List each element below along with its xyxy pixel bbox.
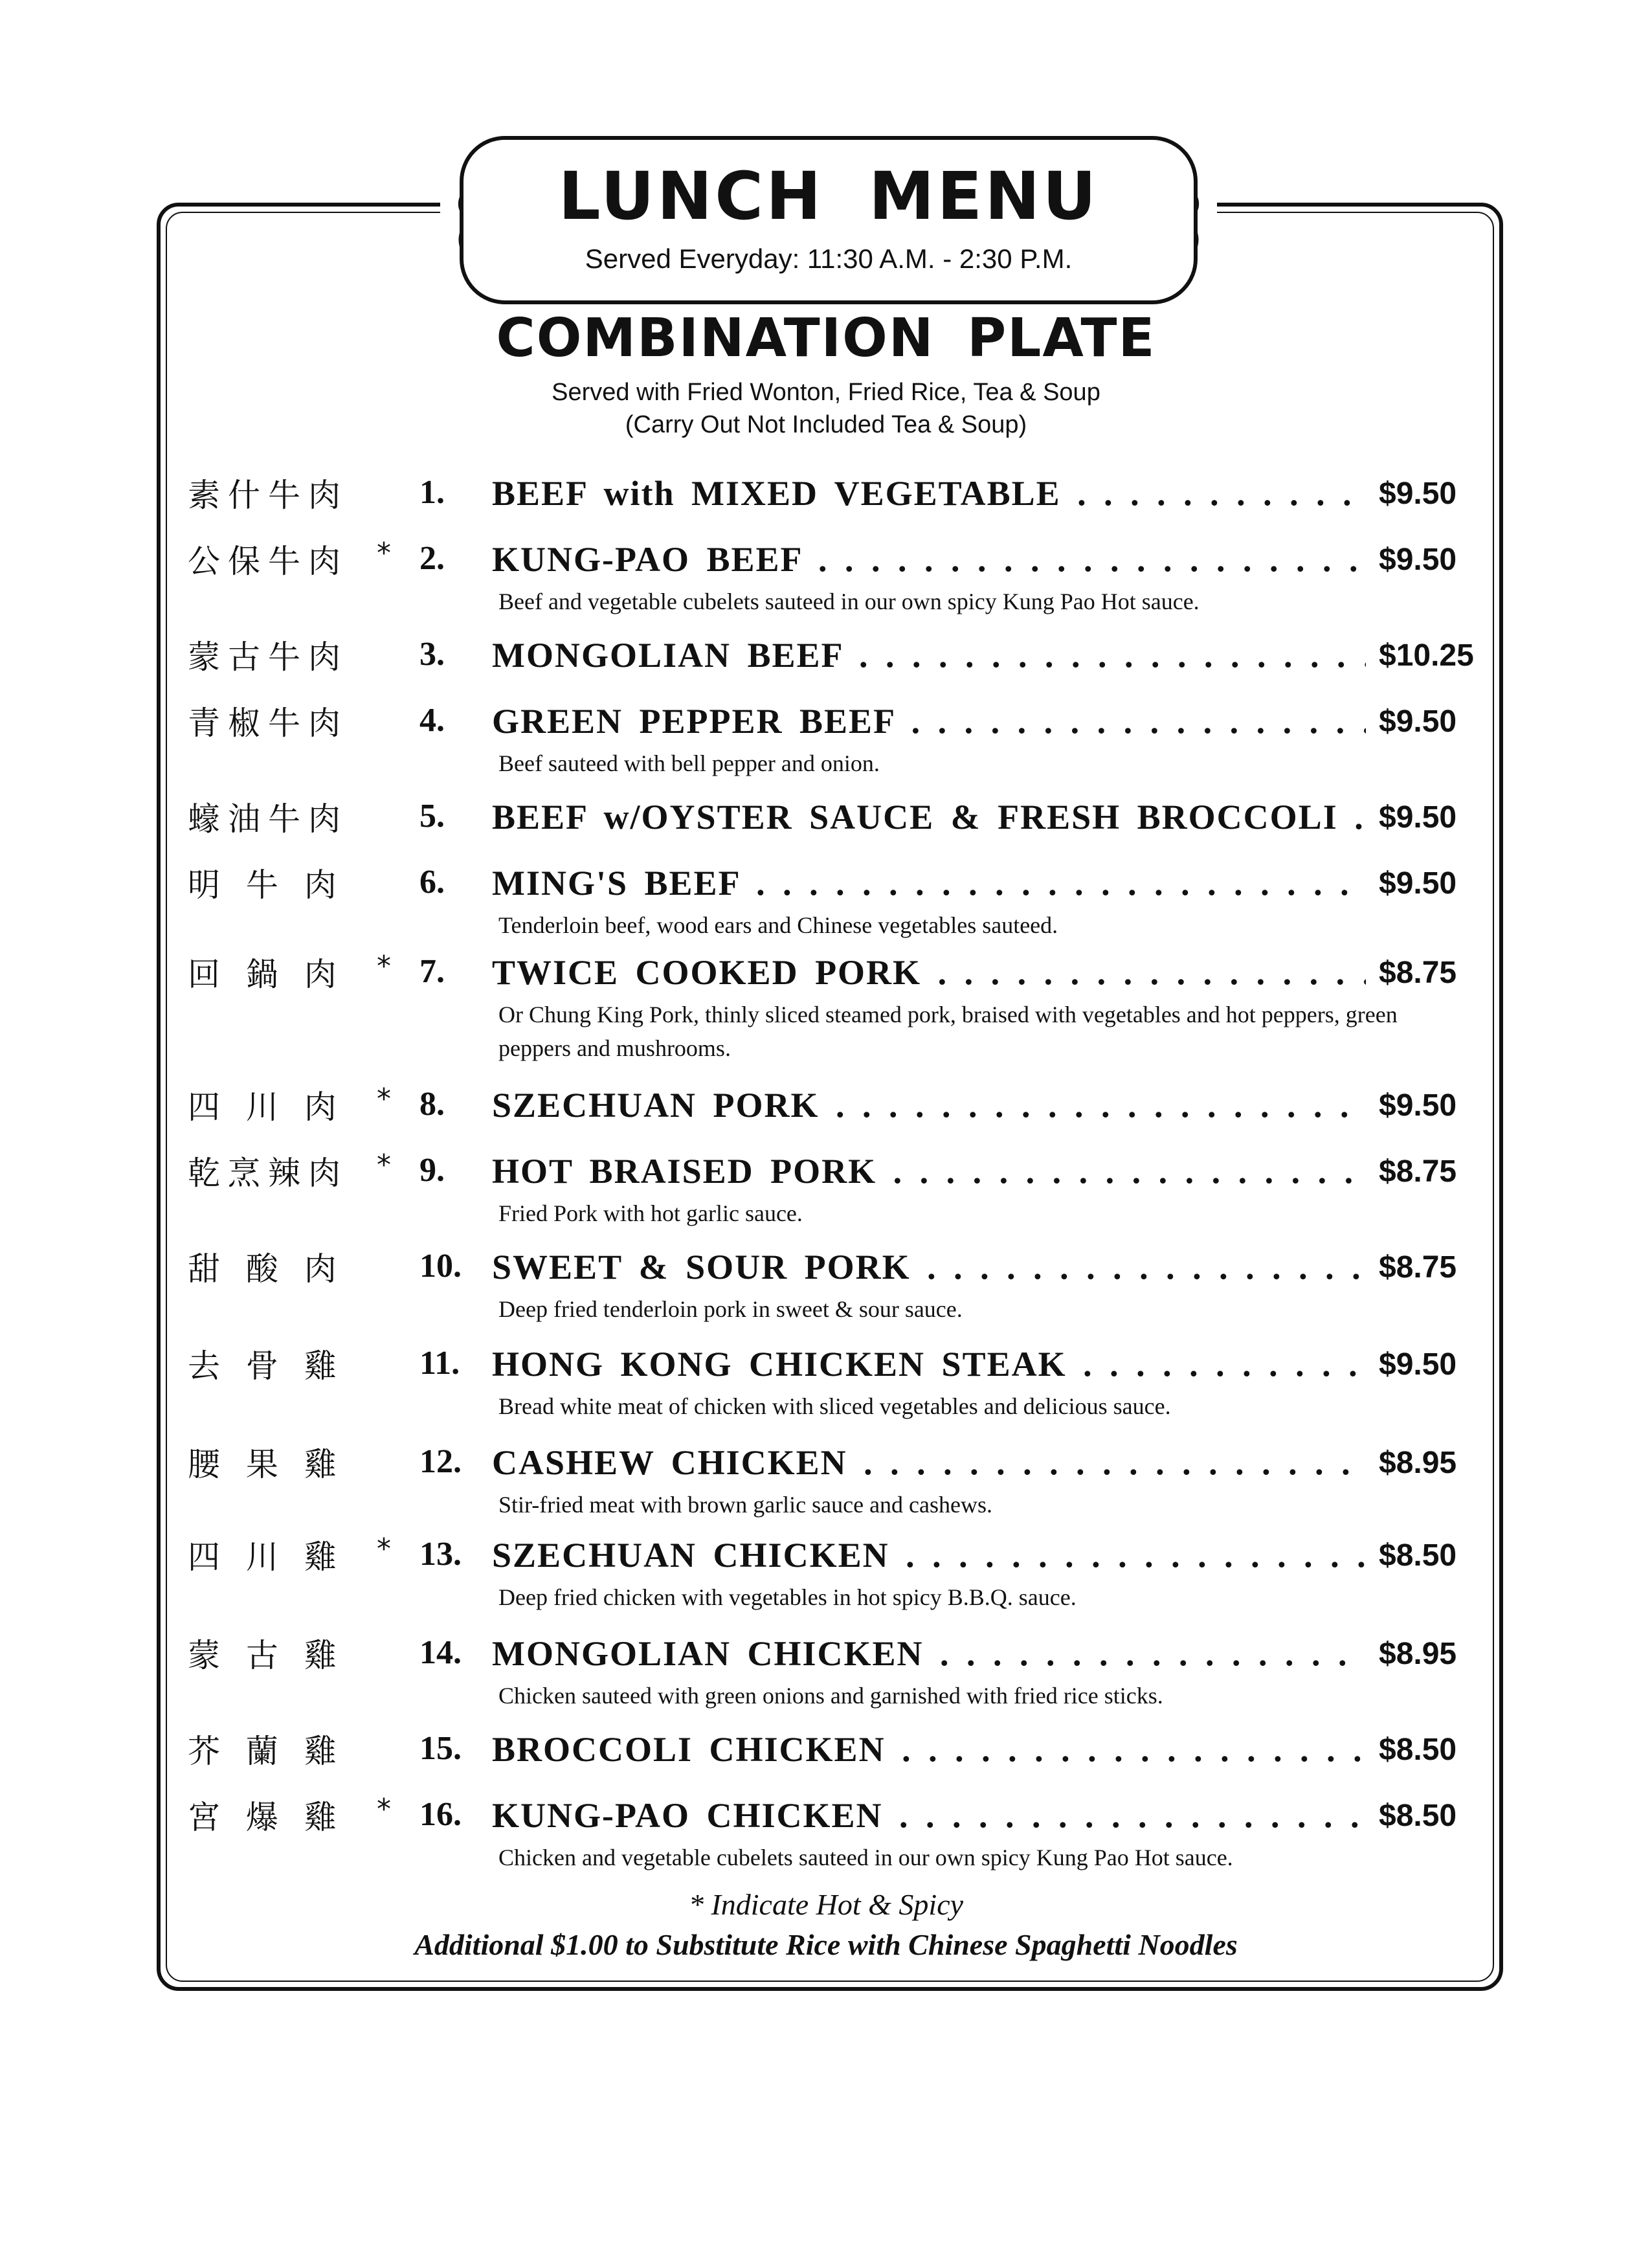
item-chinese-name: 明 牛 肉: [188, 866, 344, 904]
menu-item: [0, 1791, 1652, 1869]
hot-spicy-marker: *: [377, 1793, 391, 1826]
section-title: COMBINATION PLATE: [496, 308, 1156, 369]
menu-item: [0, 1340, 1652, 1418]
item-name: HOT BRAISED PORK . . .: [492, 1151, 1366, 1191]
item-number: 10.: [419, 1248, 462, 1285]
item-name: BROCCOLI CHICKEN . . .: [492, 1729, 1366, 1769]
item-name: BEEF with MIXED VEGETABLE . . .: [492, 473, 1366, 513]
item-number: 16.: [419, 1796, 462, 1833]
item-number: 14.: [419, 1634, 462, 1671]
item-description: Deep fried tenderloin pork in sweet & sour sauce.: [498, 1296, 963, 1322]
item-description: Beef and vegetable cubelets sauteed in our own spicy Kung Pao Hot sauce.: [498, 589, 1200, 614]
item-chinese-name: 甜 酸 肉: [188, 1250, 344, 1288]
item-chinese-name: 四 川 雞: [188, 1538, 344, 1576]
item-number: 7.: [419, 953, 445, 990]
item-name: MING'S BEEF . . .: [492, 863, 1366, 903]
item-name: CASHEW CHICKEN . . .: [492, 1443, 1366, 1483]
item-price: $9.50: [1372, 476, 1457, 511]
item-number: 8.: [419, 1086, 445, 1123]
item-price: $10.25: [1372, 638, 1474, 673]
item-price: $8.50: [1372, 1538, 1457, 1573]
item-name: SWEET & SOUR PORK . . .: [492, 1247, 1366, 1287]
item-chinese-name: 素什牛肉: [188, 477, 348, 514]
item-name: MONGOLIAN BEEF . . .: [492, 635, 1366, 675]
item-name: MONGOLIAN CHICKEN . . .: [492, 1634, 1366, 1674]
item-name: HONG KONG CHICKEN STEAK . . .: [492, 1344, 1366, 1384]
item-description: Or Chung King Pork, thinly sliced steamed pork, braised with vegetables and hot peppers, green peppers and mushrooms.: [498, 1002, 1398, 1061]
hot-spicy-marker: *: [377, 537, 391, 570]
menu-item: [0, 949, 1652, 1061]
serving-hours: Served Everyday: 11:30 A.M. - 2:30 P.M.: [585, 243, 1073, 274]
item-chinese-name: 腰 果 雞: [188, 1446, 344, 1483]
item-number: 1.: [419, 474, 445, 511]
menu-item: [0, 1630, 1652, 1707]
item-description: Beef sauteed with bell pepper and onion.: [498, 750, 880, 776]
item-number: 15.: [419, 1730, 462, 1767]
page-title: LUNCH MENU: [558, 158, 1099, 235]
item-description: Bread white meat of chicken with sliced vegetables and delicious sauce.: [498, 1393, 1171, 1419]
item-number: 11.: [419, 1345, 460, 1382]
menu-item: [0, 535, 1652, 613]
item-chinese-name: 宮 爆 雞: [188, 1799, 344, 1836]
substitution-note: Additional $1.00 to Substitute Rice with Chinese Spaghetti Noodles: [414, 1928, 1238, 1961]
menu-item: [0, 697, 1652, 775]
item-number: 3.: [419, 636, 445, 673]
item-name: KUNG-PAO BEEF . . .: [492, 539, 1366, 579]
hot-spicy-marker: *: [377, 1533, 391, 1566]
item-number: 4.: [419, 702, 445, 739]
item-price: $8.75: [1372, 955, 1457, 991]
item-number: 12.: [419, 1443, 462, 1480]
item-chinese-name: 回 鍋 肉: [188, 956, 344, 993]
item-chinese-name: 蒙古牛肉: [188, 638, 348, 676]
menu-item: [0, 1147, 1652, 1225]
hot-spicy-marker: *: [377, 1149, 391, 1182]
menu-item: [0, 1531, 1652, 1609]
item-number: 6.: [419, 864, 445, 901]
section-subtitle: Served with Fried Wonton, Fried Rice, Tea & Soup: [552, 379, 1100, 406]
item-number: 9.: [419, 1152, 445, 1189]
item-description: Fried Pork with hot garlic sauce.: [498, 1200, 803, 1226]
menu-item: [0, 859, 1652, 937]
item-chinese-name: 蠔油牛肉: [188, 800, 348, 838]
item-name: TWICE COOKED PORK . . .: [492, 952, 1366, 993]
item-price: $9.50: [1372, 1088, 1457, 1123]
item-price: $9.50: [1372, 1347, 1457, 1382]
item-description: Chicken and vegetable cubelets sauteed in our own spicy Kung Pao Hot sauce.: [498, 1845, 1233, 1870]
section-note: (Carry Out Not Included Tea & Soup): [625, 411, 1027, 438]
hot-spicy-marker: *: [377, 950, 391, 983]
item-chinese-name: 去 骨 雞: [188, 1347, 344, 1385]
item-description: Tenderloin beef, wood ears and Chinese vegetables sauteed.: [498, 912, 1058, 938]
item-price: $9.50: [1372, 704, 1457, 739]
menu-item: [0, 1243, 1652, 1321]
item-chinese-name: 青椒牛肉: [188, 704, 348, 742]
item-price: $8.50: [1372, 1732, 1457, 1768]
item-price: $8.50: [1372, 1798, 1457, 1834]
item-price: $8.95: [1372, 1445, 1457, 1481]
item-number: 2.: [419, 540, 445, 577]
item-price: $8.75: [1372, 1250, 1457, 1285]
item-name: SZECHUAN PORK . . .: [492, 1085, 1366, 1125]
item-price: $8.75: [1372, 1154, 1457, 1189]
item-description: Stir-fried meat with brown garlic sauce and cashews.: [498, 1492, 993, 1518]
item-name: KUNG-PAO CHICKEN . . .: [492, 1795, 1366, 1836]
spicy-legend: * Indicate Hot & Spicy: [688, 1888, 964, 1921]
item-number: 5.: [419, 798, 445, 835]
item-chinese-name: 公保牛肉: [188, 543, 348, 580]
item-chinese-name: 蒙 古 雞: [188, 1637, 344, 1674]
item-name: GREEN PEPPER BEEF . . .: [492, 701, 1366, 741]
item-chinese-name: 四 川 肉: [188, 1088, 344, 1126]
item-description: Chicken sauteed with green onions and garnished with fried rice sticks.: [498, 1683, 1163, 1709]
item-chinese-name: 乾烹辣肉: [188, 1154, 348, 1192]
hot-spicy-marker: *: [377, 1083, 391, 1116]
item-name: SZECHUAN CHICKEN . . .: [492, 1535, 1366, 1575]
item-price: $8.95: [1372, 1636, 1457, 1672]
item-description: Deep fried chicken with vegetables in hot spicy B.B.Q. sauce.: [498, 1584, 1077, 1610]
item-price: $9.50: [1372, 542, 1457, 578]
title-banner: [460, 136, 1198, 304]
item-chinese-name: 芥 蘭 雞: [188, 1733, 344, 1770]
item-price: $9.50: [1372, 800, 1457, 835]
item-price: $9.50: [1372, 866, 1457, 901]
menu-item: [0, 1439, 1652, 1516]
item-name: BEEF w/OYSTER SAUCE & FRESH BROCCOLI . . .: [492, 797, 1366, 837]
item-number: 13.: [419, 1536, 462, 1573]
